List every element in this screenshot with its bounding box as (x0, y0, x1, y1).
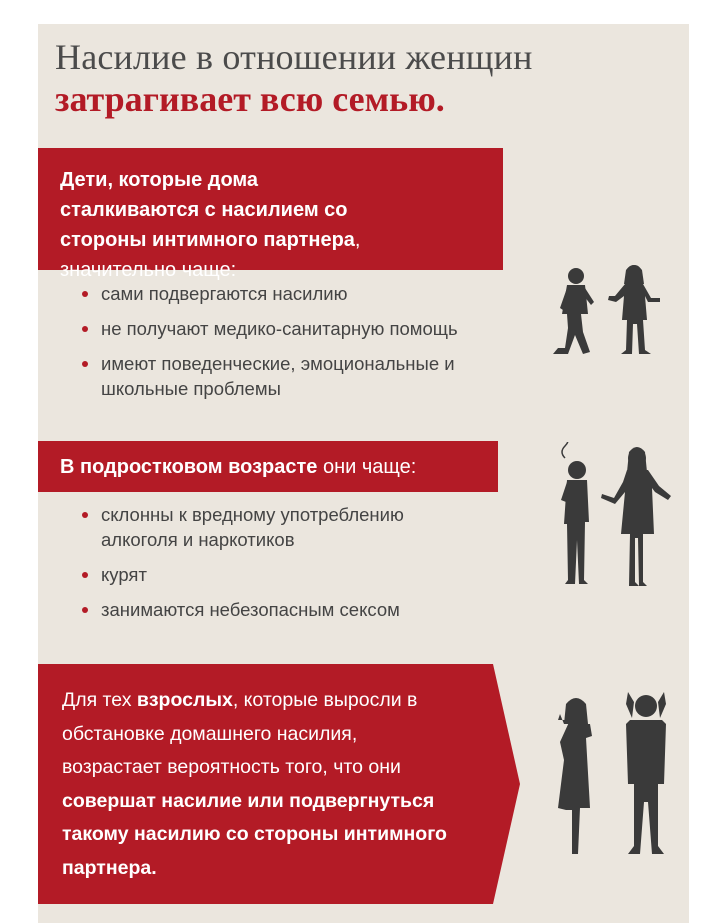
section3-text (62, 684, 452, 885)
section2-heading-rest: они чаще: (317, 456, 417, 478)
list-item: не получают медико-санитарную помощь (82, 316, 502, 341)
adults-silhouette-icon (548, 684, 678, 864)
section1-heading-rest: , значительно чаще: (60, 229, 361, 281)
section2-list (82, 502, 462, 622)
list-item: склонны к вредному употреблению алкоголя и наркотиков (82, 502, 451, 552)
list-item: сами подвергаются насилию (82, 281, 502, 306)
section1-banner (38, 148, 503, 281)
section3-text-c: , которые выросли в обстановке домашнего насилия, возрастает вероятность того, что они (62, 689, 418, 778)
title-line-1: Насилие в отношении женщин (55, 37, 533, 77)
section3-text-a: Для тех (62, 689, 137, 711)
section2-heading (60, 452, 416, 482)
title-line-2: затрагивает всю семью. (55, 79, 445, 119)
section2-banner (38, 441, 498, 492)
list-item: занимаются небезопасным сексом (82, 597, 462, 622)
children-silhouette-icon (548, 262, 668, 358)
section3-text-b: взрослых (136, 689, 233, 711)
teen-and-mother-silhouette-icon (553, 442, 683, 610)
poster (38, 24, 689, 923)
list-item: имеют поведенческие, эмоциональные и школьные проблемы (82, 351, 481, 401)
section3-text-d: совершат насилие или подвергнуться такому насилию со стороны интимного партнера. (62, 789, 447, 879)
list-item: курят (82, 562, 462, 587)
section2-heading-bold: В подростковом возрасте (60, 456, 318, 478)
section1-heading-bold: Дети, которые дома сталкиваются с насилием со стороны интимного партнера (60, 169, 355, 251)
section1-heading (60, 165, 400, 285)
section1-list (82, 281, 502, 401)
